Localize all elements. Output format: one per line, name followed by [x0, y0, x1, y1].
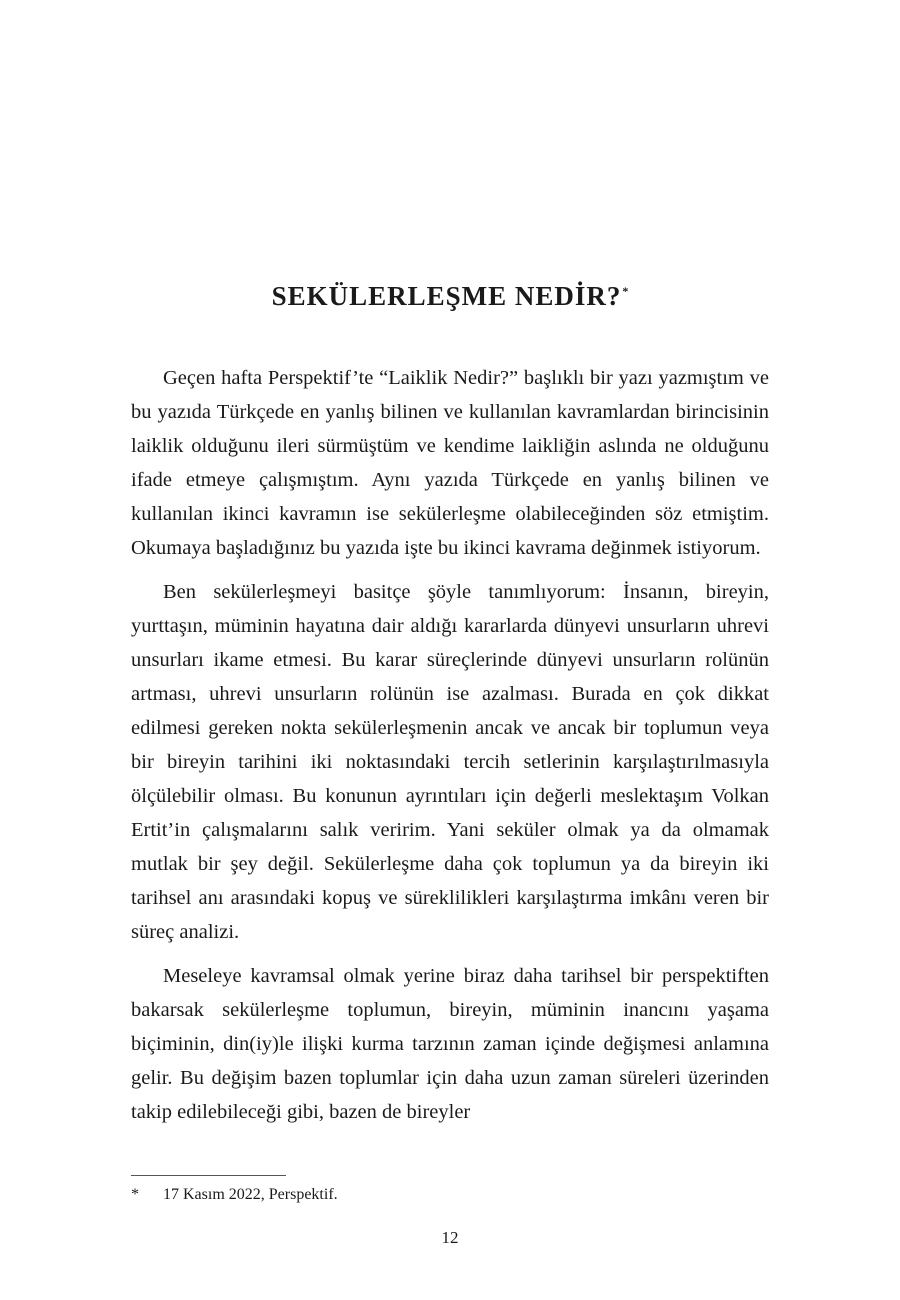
chapter-title-text: SEKÜLERLEŞME NEDİR? [271, 281, 622, 312]
body-text [131, 361, 769, 1139]
page-number: 12 [441, 1228, 459, 1247]
paragraph: Ben sekülerleşmeyi basitçe şöyle tanımlıyorum: İnsanın, bireyin, yurttaşın, müminin hayatına dair aldığı kararlarda dünyevi unsurların uhrevi unsurları ikame etmesi. Bu karar süreçlerinde dünyevi unsurların rolünün artması, uhrevi unsurların rolünün ise azalması. Burada en çok dikkat edilmesi gereken nokta sekülerleşmenin ancak ve ancak bir toplumun veya bir bireyin tarihini iki noktasındaki tercih setlerinin karşılaştırılmasıyla ölçülebilir olması. Bu konunun ayrıntıları için değerli meslektaşım Volkan Ertit’in çalışmalarını salık veririm. Yani seküler olmak ya da olmamak mutlak bir şey değil. Sekülerleşme daha çok toplumun ya da bireyin iki tarihsel anı arasındaki kopuş ve süreklilikleri karşılaştırma imkânı veren bir süreç analizi. [131, 581, 769, 943]
title-footnote-mark: * [622, 284, 629, 299]
footnote [131, 1184, 769, 1206]
chapter-title [0, 273, 900, 314]
paragraph: Geçen hafta Perspektif’te “Laiklik Nedir?” başlıklı bir yazı yazmıştım ve bu yazıda Türkçede en yanlış bilinen ve kullanılan kavramlardan birincisinin laiklik olduğunu ileri sürmüştüm ve kendime laikliğin aslında ne olduğunu ifade etmeye çalışmıştım. Aynı yazıda Türkçede en yanlış bilinen ve kullanılan ikinci kavramın ise sekülerleşme olabileceğinden söz etmiştim. Okumaya başladığınız bu yazıda işte bu ikinci kavrama değinmek istiyorum. [131, 367, 769, 559]
footnote-divider [131, 1175, 286, 1176]
footnote-mark: * [131, 1186, 139, 1203]
paragraph: Meseleye kavramsal olmak yerine biraz daha tarihsel bir perspektiften bakarsak sekülerleşme toplumun, bireyin, müminin inancını yaşama biçiminin, din(iy)le ilişki kurma tarzının zaman içinde değişmesi anlamına gelir. Bu değişim bazen toplumlar için daha uzun zaman süreleri üzerinden takip edilebileceği gibi, bazen de bireyler [131, 965, 769, 1123]
footnote-text: 17 Kasım 2022, Perspektif. [163, 1186, 338, 1203]
